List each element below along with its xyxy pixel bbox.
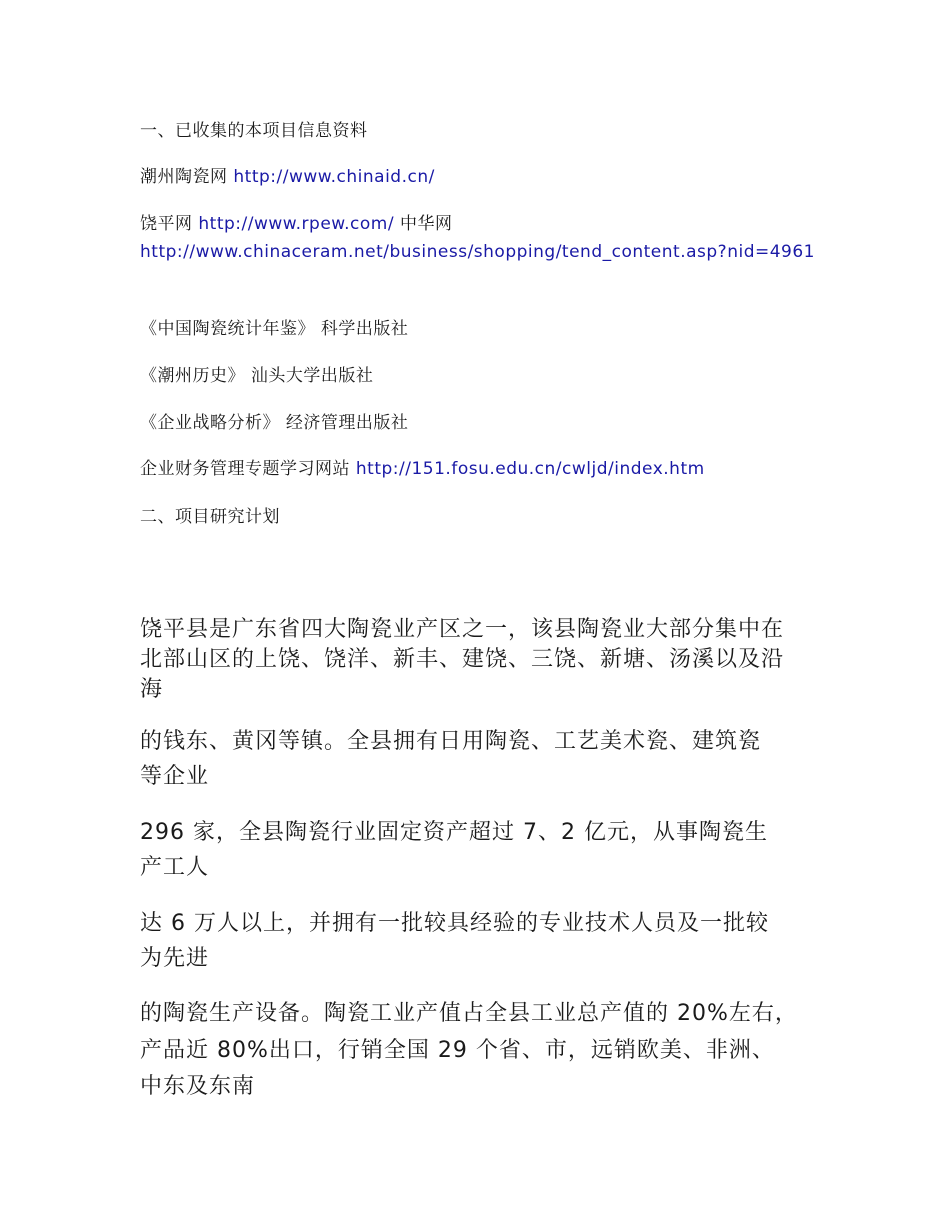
website-line xyxy=(140,455,820,483)
source-link[interactable]: http://www.chinaid.cn/ xyxy=(233,167,435,187)
body-line: 产品近 80%出口，行销全国 29 个省、市，远销欧美、非洲、 xyxy=(140,1038,775,1063)
source-name: 饶平网 xyxy=(140,214,193,234)
source-line-2 xyxy=(140,210,820,238)
book-ref-3: 《企业战略分析》 经济管理出版社 xyxy=(140,413,409,433)
body-line: 的钱东、黄冈等镇。全县拥有日用陶瓷、工艺美术瓷、建筑瓷 xyxy=(140,729,762,754)
body-line: 海 xyxy=(140,677,164,702)
source-line-3 xyxy=(140,238,820,266)
source-name: 潮州陶瓷网 xyxy=(140,167,228,187)
website-link[interactable]: http://151.fosu.edu.cn/cwljd/index.htm xyxy=(355,459,705,479)
body-line: 北部山区的上饶、饶洋、新丰、建饶、三饶、新塘、汤溪以及沿 xyxy=(140,647,785,672)
body-line: 饶平县是广东省四大陶瓷业产区之一，该县陶瓷业大部分集中在 xyxy=(140,617,785,642)
source-name: 中华网 xyxy=(399,214,453,234)
body-line: 中东及东南 xyxy=(140,1074,256,1099)
body-line: 等企业 xyxy=(140,764,210,789)
website-name: 企业财务管理专题学习网站 xyxy=(140,459,350,479)
book-ref-2: 《潮州历史》 汕头大学出版社 xyxy=(140,366,374,386)
source-link[interactable]: http://www.chinaceram.net/business/shopping/tend_content.asp?nid=4961 xyxy=(140,242,815,262)
section2-heading: 二、项目研究计划 xyxy=(140,507,280,527)
section1-heading: 一、已收集的本项目信息资料 xyxy=(140,121,368,141)
body-line: 产工人 xyxy=(140,855,210,880)
body-line: 为先进 xyxy=(140,946,210,971)
book-ref-1: 《中国陶瓷统计年鉴》 科学出版社 xyxy=(140,319,409,339)
body-line: 296 家，全县陶瓷行业固定资产超过 7、2 亿元，从事陶瓷生 xyxy=(140,820,768,845)
body-line: 的陶瓷生产设备。陶瓷工业产值占全县工业总产值的 20%左右， xyxy=(140,1001,798,1026)
body-line: 达 6 万人以上，并拥有一批较具经验的专业技术人员及一批较 xyxy=(140,911,769,936)
source-line-1 xyxy=(140,163,820,191)
source-link[interactable]: http://www.rpew.com/ xyxy=(198,214,395,234)
